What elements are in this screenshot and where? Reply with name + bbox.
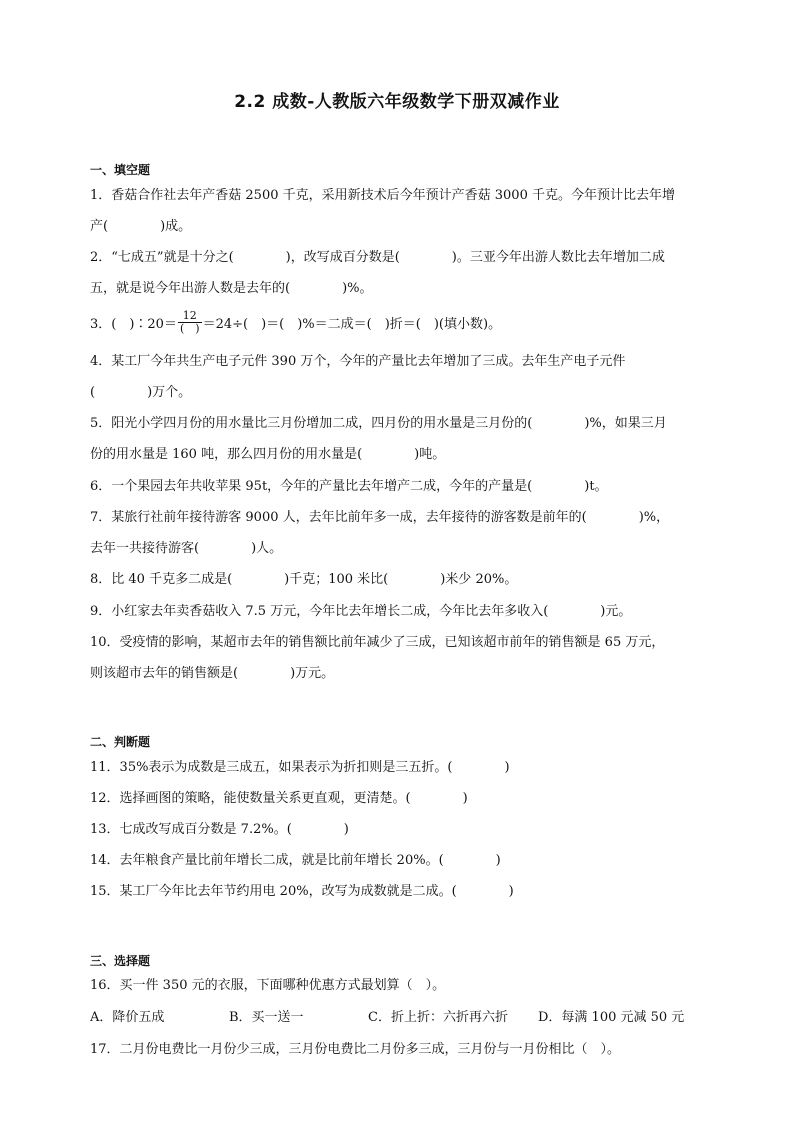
question-4-line-2: ( )万个。 [90, 385, 192, 400]
question-10-line-2: 则该超市去年的销售额是( )万元。 [90, 666, 335, 681]
question-15: 15．某工厂今年比去年节约用电 20%，改写为成数就是二成。( ) [90, 884, 514, 899]
question-4-line-1: 4．某工厂今年共生产电子元件 390 万个，今年的产量比去年增加了三成。去年生产电子元件 [90, 354, 626, 369]
section-heading-multiple-choice: 三、选择题 [90, 954, 151, 968]
option-d: D．每满 100 元减 50 元 [538, 1010, 685, 1025]
question-1-line-2: 产( )成。 [90, 219, 192, 234]
question-1-line-1: 1．香菇合作社去年产香菇 2500 千克，采用新技术后今年预计产香菇 3000 千克。今年预计比去年增 [90, 188, 675, 203]
question-5-line-2: 份的用水量是 160 吨，那么四月份的用水量是( )吨。 [90, 447, 446, 462]
question-14: 14．去年粮食产量比前年增长二成，就是比前年增长 20%。( ) [90, 853, 501, 868]
page-title: 2.2 成数-人教版六年级数学下册双减作业 [234, 92, 560, 112]
option-c: C．折上折：六折再六折 [368, 1010, 508, 1025]
question-12: 12．选择画图的策略，能使数量关系更直观，更清楚。( ) [90, 791, 468, 806]
question-6: 6．一个果园去年共收苹果 95t，今年的产量比去年增产二成，今年的产量是( )t。 [90, 479, 608, 494]
fraction-numerator: 12 [178, 310, 202, 323]
question-7-line-1: 7．某旅行社前年接待游客 9000 人，去年比前年多一成，去年接待的游客数是前年的( )%， [90, 510, 670, 525]
question-10-line-1: 10．受疫情的影响，某超市去年的销售额比前年减少了三成，已知该超市前年的销售额是 65 万元， [90, 635, 665, 650]
question-16-options [90, 1008, 684, 1028]
question-3-part-1: 3．( )∶20＝ [90, 317, 177, 332]
question-17: 17．二月份电费比一月份少三成，三月份电费比二月份多三成，三月份与一月份相比（ ）。 [90, 1042, 621, 1057]
question-9: 9．小红家去年卖香菇收入 7.5 万元，今年比去年增长二成，今年比去年多收入( )元。 [90, 604, 632, 619]
question-13: 13．七成改写成百分数是 7.2%。( ) [90, 822, 349, 837]
question-3-fraction [178, 310, 202, 335]
fraction-denominator: ( ) [179, 322, 200, 335]
question-2-line-2: 五，就是说今年出游人数是去年的( )%。 [90, 281, 373, 296]
section-heading-true-false: 二、判断题 [90, 735, 151, 749]
option-a: A．降价五成 [90, 1010, 165, 1025]
question-5-line-1: 5．阳光小学四月份的用水量比三月份增加二成，四月份的用水量是三月份的( )%，如果三月 [90, 416, 667, 431]
option-b: B．买一送一 [229, 1010, 304, 1025]
question-3-part-2: ＝24÷( )＝( )%＝二成＝( )折＝( )(填小数)。 [202, 317, 502, 332]
question-11: 11．35%表示为成数是三成五，如果表示为折扣则是三五折。( ) [90, 760, 510, 775]
question-16: 16．买一件 350 元的衣服，下面哪种优惠方式最划算（ ）。 [90, 978, 446, 993]
question-8: 8．比 40 千克多二成是( )千克；100 米比( )米少 20%。 [90, 572, 518, 587]
question-2-line-1: 2．“七成五”就是十分之( )，改写成百分数是( )。三亚今年出游人数比去年增加二成 [90, 250, 665, 265]
section-heading-fill-in: 一、填空题 [90, 163, 151, 177]
question-3 [90, 309, 502, 337]
question-7-line-2: 去年一共接待游客( )人。 [90, 541, 283, 556]
